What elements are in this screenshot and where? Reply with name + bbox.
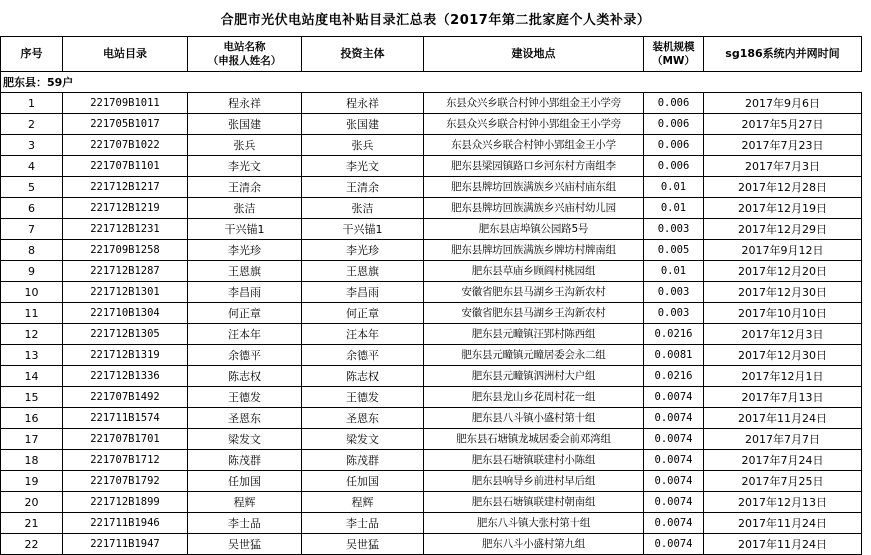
cell-capacity[interactable]: 0.0074 (644, 534, 704, 555)
cell-station-name[interactable]: 王恩旗 (188, 261, 302, 282)
cell-seq[interactable]: 5 (1, 177, 63, 198)
cell-investor[interactable]: 干兴锚1 (302, 219, 424, 240)
cell-grid-time[interactable]: 2017年12月13日 (704, 492, 862, 513)
cell-station-name[interactable]: 王德发 (188, 387, 302, 408)
cell-investor[interactable]: 王恩旗 (302, 261, 424, 282)
cell-grid-time[interactable]: 2017年9月12日 (704, 240, 862, 261)
cell-location[interactable]: 东县众兴乡联合村钟小郢组金王小学旁 (424, 114, 644, 135)
cell-capacity[interactable]: 0.01 (644, 198, 704, 219)
cell-grid-time[interactable]: 2017年12月30日 (704, 282, 862, 303)
cell-seq[interactable]: 3 (1, 135, 63, 156)
cell-capacity[interactable]: 0.0074 (644, 471, 704, 492)
group-row (1, 72, 862, 93)
header-capacity-line2: （MW） (651, 55, 696, 67)
cell-grid-time[interactable]: 2017年11月24日 (704, 534, 862, 555)
cell-catalog[interactable]: 221707B1792 (63, 471, 188, 492)
cell-location[interactable]: 肥东县草庙乡顾阎村桃园组 (424, 261, 644, 282)
cell-location[interactable]: 肥东县龙山乡花周村花一组 (424, 387, 644, 408)
cell-capacity[interactable]: 0.0216 (644, 366, 704, 387)
cell-location[interactable]: 肥东八斗小盛村第九组 (424, 534, 644, 555)
cell-catalog[interactable]: 221707B1022 (63, 135, 188, 156)
cell-catalog[interactable]: 221712B1219 (63, 198, 188, 219)
table-row (1, 471, 862, 492)
cell-location[interactable]: 肥东县牌坊回族满族乡兴庙村庙东组 (424, 177, 644, 198)
cell-grid-time[interactable]: 2017年11月24日 (704, 513, 862, 534)
cell-station-name[interactable]: 李昌雨 (188, 282, 302, 303)
cell-grid-time[interactable]: 2017年5月27日 (704, 114, 862, 135)
cell-location[interactable]: 肥东县石塘镇联建村小陈组 (424, 450, 644, 471)
cell-grid-time[interactable]: 2017年7月13日 (704, 387, 862, 408)
cell-station-name[interactable]: 干兴锚1 (188, 219, 302, 240)
cell-investor[interactable]: 圣恩东 (302, 408, 424, 429)
cell-station-name[interactable]: 陈志权 (188, 366, 302, 387)
cell-investor[interactable]: 王清余 (302, 177, 424, 198)
cell-catalog[interactable]: 221711B1947 (63, 534, 188, 555)
cell-grid-time[interactable]: 2017年7月24日 (704, 450, 862, 471)
cell-investor[interactable]: 陈志权 (302, 366, 424, 387)
cell-catalog[interactable]: 221712B1336 (63, 366, 188, 387)
table-body (1, 72, 862, 555)
cell-capacity[interactable]: 0.005 (644, 240, 704, 261)
cell-capacity[interactable]: 0.0081 (644, 345, 704, 366)
cell-station-name[interactable]: 汪本年 (188, 324, 302, 345)
cell-capacity[interactable]: 0.006 (644, 114, 704, 135)
cell-seq[interactable]: 19 (1, 471, 63, 492)
cell-station-name[interactable]: 李光珍 (188, 240, 302, 261)
cell-grid-time[interactable]: 2017年12月20日 (704, 261, 862, 282)
table-row (1, 387, 862, 408)
cell-station-name[interactable]: 吴世猛 (188, 534, 302, 555)
cell-capacity[interactable]: 0.01 (644, 177, 704, 198)
cell-seq[interactable]: 21 (1, 513, 63, 534)
cell-capacity[interactable]: 0.003 (644, 282, 704, 303)
table-row (1, 324, 862, 345)
cell-catalog[interactable]: 221711B1574 (63, 408, 188, 429)
cell-catalog[interactable]: 221712B1301 (63, 282, 188, 303)
cell-grid-time[interactable]: 2017年7月23日 (704, 135, 862, 156)
cell-investor[interactable]: 余德平 (302, 345, 424, 366)
cell-investor[interactable]: 张洁 (302, 198, 424, 219)
cell-capacity[interactable]: 0.003 (644, 303, 704, 324)
header-station-name[interactable] (188, 37, 302, 72)
cell-station-name[interactable]: 李光文 (188, 156, 302, 177)
cell-location[interactable]: 东县众兴乡联合村钟小郢组金王小学旁 (424, 93, 644, 114)
table-row (1, 93, 862, 114)
cell-capacity[interactable]: 0.0074 (644, 429, 704, 450)
cell-seq[interactable]: 18 (1, 450, 63, 471)
cell-location[interactable]: 肥东县元疃镇泗洲村大户组 (424, 366, 644, 387)
table-row (1, 429, 862, 450)
table-row (1, 366, 862, 387)
cell-investor[interactable]: 程辉 (302, 492, 424, 513)
cell-catalog[interactable]: 221712B1231 (63, 219, 188, 240)
cell-seq[interactable]: 11 (1, 303, 63, 324)
cell-seq[interactable]: 13 (1, 345, 63, 366)
cell-catalog[interactable]: 221712B1899 (63, 492, 188, 513)
cell-catalog[interactable]: 221707B1101 (63, 156, 188, 177)
cell-investor[interactable]: 任加国 (302, 471, 424, 492)
cell-station-name[interactable]: 王清余 (188, 177, 302, 198)
cell-capacity[interactable]: 0.006 (644, 135, 704, 156)
cell-capacity[interactable]: 0.003 (644, 219, 704, 240)
cell-seq[interactable]: 6 (1, 198, 63, 219)
group-label[interactable]: 肥东县：59户 (1, 72, 862, 93)
table-row (1, 450, 862, 471)
table-row (1, 282, 862, 303)
cell-investor[interactable]: 王德发 (302, 387, 424, 408)
cell-station-name[interactable]: 梁发文 (188, 429, 302, 450)
cell-catalog[interactable]: 221707B1492 (63, 387, 188, 408)
cell-capacity[interactable]: 0.0074 (644, 513, 704, 534)
table-row (1, 240, 862, 261)
cell-grid-time[interactable]: 2017年12月19日 (704, 198, 862, 219)
cell-location[interactable]: 肥东县梁园镇路口乡河东村方南组李 (424, 156, 644, 177)
table-row (1, 219, 862, 240)
cell-investor[interactable]: 张兵 (302, 135, 424, 156)
cell-seq[interactable]: 10 (1, 282, 63, 303)
cell-investor[interactable]: 程永祥 (302, 93, 424, 114)
cell-capacity[interactable]: 0.006 (644, 93, 704, 114)
cell-station-name[interactable]: 张国建 (188, 114, 302, 135)
cell-catalog[interactable]: 221712B1287 (63, 261, 188, 282)
cell-grid-time[interactable]: 2017年11月24日 (704, 408, 862, 429)
cell-seq[interactable]: 12 (1, 324, 63, 345)
cell-station-name[interactable]: 程永祥 (188, 93, 302, 114)
cell-investor[interactable]: 张国建 (302, 114, 424, 135)
cell-location[interactable]: 肥东县店埠镇公园路5号 (424, 219, 644, 240)
header-row (1, 37, 862, 72)
table-row (1, 198, 862, 219)
catalog-table (0, 36, 862, 555)
cell-capacity[interactable]: 0.0074 (644, 387, 704, 408)
cell-station-name[interactable]: 张洁 (188, 198, 302, 219)
table-row (1, 513, 862, 534)
cell-station-name[interactable]: 圣恩东 (188, 408, 302, 429)
cell-grid-time[interactable]: 2017年7月25日 (704, 471, 862, 492)
cell-seq[interactable]: 9 (1, 261, 63, 282)
header-location[interactable]: 建设地点 (424, 37, 644, 72)
cell-station-name[interactable]: 陈茂群 (188, 450, 302, 471)
cell-location[interactable]: 肥东县八斗镇小盛村第十组 (424, 408, 644, 429)
table-row (1, 345, 862, 366)
cell-location[interactable]: 肥东县元疃镇汪郢村陈西组 (424, 324, 644, 345)
cell-grid-time[interactable]: 2017年12月30日 (704, 345, 862, 366)
cell-station-name[interactable]: 张兵 (188, 135, 302, 156)
cell-station-name[interactable]: 李士品 (188, 513, 302, 534)
cell-seq[interactable]: 22 (1, 534, 63, 555)
table-row (1, 534, 862, 555)
table-row (1, 408, 862, 429)
cell-catalog[interactable]: 221709B1258 (63, 240, 188, 261)
table-row (1, 135, 862, 156)
cell-catalog[interactable]: 221705B1017 (63, 114, 188, 135)
cell-catalog[interactable]: 221712B1305 (63, 324, 188, 345)
cell-seq[interactable]: 16 (1, 408, 63, 429)
cell-investor[interactable]: 汪本年 (302, 324, 424, 345)
cell-grid-time[interactable]: 2017年7月7日 (704, 429, 862, 450)
header-catalog[interactable]: 电站目录 (63, 37, 188, 72)
cell-catalog[interactable]: 221710B1304 (63, 303, 188, 324)
table-row (1, 492, 862, 513)
cell-capacity[interactable]: 0.006 (644, 156, 704, 177)
cell-investor[interactable]: 梁发文 (302, 429, 424, 450)
cell-investor[interactable]: 何正章 (302, 303, 424, 324)
cell-grid-time[interactable]: 2017年12月1日 (704, 366, 862, 387)
cell-seq[interactable]: 14 (1, 366, 63, 387)
cell-location[interactable]: 肥东县响导乡前进村早后组 (424, 471, 644, 492)
cell-station-name[interactable]: 任加国 (188, 471, 302, 492)
cell-investor[interactable]: 李昌雨 (302, 282, 424, 303)
header-station-name-line2: （申报人姓名） (207, 55, 282, 67)
cell-grid-time[interactable]: 2017年12月3日 (704, 324, 862, 345)
cell-location[interactable]: 安徽省肥东县马湖乡王沟新农村 (424, 303, 644, 324)
cell-grid-time[interactable]: 2017年12月29日 (704, 219, 862, 240)
cell-seq[interactable]: 4 (1, 156, 63, 177)
cell-seq[interactable]: 7 (1, 219, 63, 240)
cell-catalog[interactable]: 221709B1011 (63, 93, 188, 114)
cell-seq[interactable]: 17 (1, 429, 63, 450)
cell-investor[interactable]: 李光珍 (302, 240, 424, 261)
table-row (1, 114, 862, 135)
cell-capacity[interactable]: 0.0074 (644, 450, 704, 471)
cell-station-name[interactable]: 何正章 (188, 303, 302, 324)
cell-capacity[interactable]: 0.0074 (644, 408, 704, 429)
cell-location[interactable]: 肥东八斗镇大张村第十组 (424, 513, 644, 534)
cell-location[interactable]: 肥东县石塘镇龙城居委会前邓湾组 (424, 429, 644, 450)
cell-grid-time[interactable]: 2017年9月6日 (704, 93, 862, 114)
cell-capacity[interactable]: 0.01 (644, 261, 704, 282)
cell-location[interactable]: 肥东县牌坊回族满族乡牌坊村牌南组 (424, 240, 644, 261)
table-row (1, 303, 862, 324)
cell-catalog[interactable]: 221707B1701 (63, 429, 188, 450)
cell-seq[interactable]: 2 (1, 114, 63, 135)
cell-grid-time[interactable]: 2017年7月3日 (704, 156, 862, 177)
cell-location[interactable]: 东县众兴乡联合村钟小郢组金王小学 (424, 135, 644, 156)
cell-seq[interactable]: 20 (1, 492, 63, 513)
cell-grid-time[interactable]: 2017年10月10日 (704, 303, 862, 324)
cell-location[interactable]: 肥东县元疃镇元疃居委会永二组 (424, 345, 644, 366)
header-capacity[interactable] (644, 37, 704, 72)
cell-seq[interactable]: 1 (1, 93, 63, 114)
cell-investor[interactable]: 吴世猛 (302, 534, 424, 555)
header-investor[interactable]: 投资主体 (302, 37, 424, 72)
cell-location[interactable]: 安徽省肥东县马湖乡王沟新农村 (424, 282, 644, 303)
cell-location[interactable]: 肥东县牌坊回族满族乡兴庙村幼儿园 (424, 198, 644, 219)
sheet-title: 合肥市光伏电站度电补贴目录汇总表（2017年第二批家庭个人类补录） (220, 12, 651, 28)
header-seq[interactable]: 序号 (1, 37, 63, 72)
header-grid-time[interactable]: sg186系统内并网时间 (704, 37, 862, 72)
cell-catalog[interactable]: 221712B1217 (63, 177, 188, 198)
cell-capacity[interactable]: 0.0216 (644, 324, 704, 345)
header-station-name-line1: 电站名称 (223, 41, 266, 53)
cell-investor[interactable]: 李光文 (302, 156, 424, 177)
header-capacity-line1: 装机规模 (652, 41, 695, 53)
cell-grid-time[interactable]: 2017年12月28日 (704, 177, 862, 198)
cell-station-name[interactable]: 余德平 (188, 345, 302, 366)
table-row (1, 156, 862, 177)
cell-seq[interactable]: 8 (1, 240, 63, 261)
cell-catalog[interactable]: 221711B1946 (63, 513, 188, 534)
table-row (1, 261, 862, 282)
table-row (1, 177, 862, 198)
cell-location[interactable]: 肥东县石塘镇联建村朝南组 (424, 492, 644, 513)
cell-catalog[interactable]: 221707B1712 (63, 450, 188, 471)
cell-seq[interactable]: 15 (1, 387, 63, 408)
cell-investor[interactable]: 李士品 (302, 513, 424, 534)
cell-station-name[interactable]: 程辉 (188, 492, 302, 513)
cell-capacity[interactable]: 0.0074 (644, 492, 704, 513)
cell-catalog[interactable]: 221712B1319 (63, 345, 188, 366)
cell-investor[interactable]: 陈茂群 (302, 450, 424, 471)
